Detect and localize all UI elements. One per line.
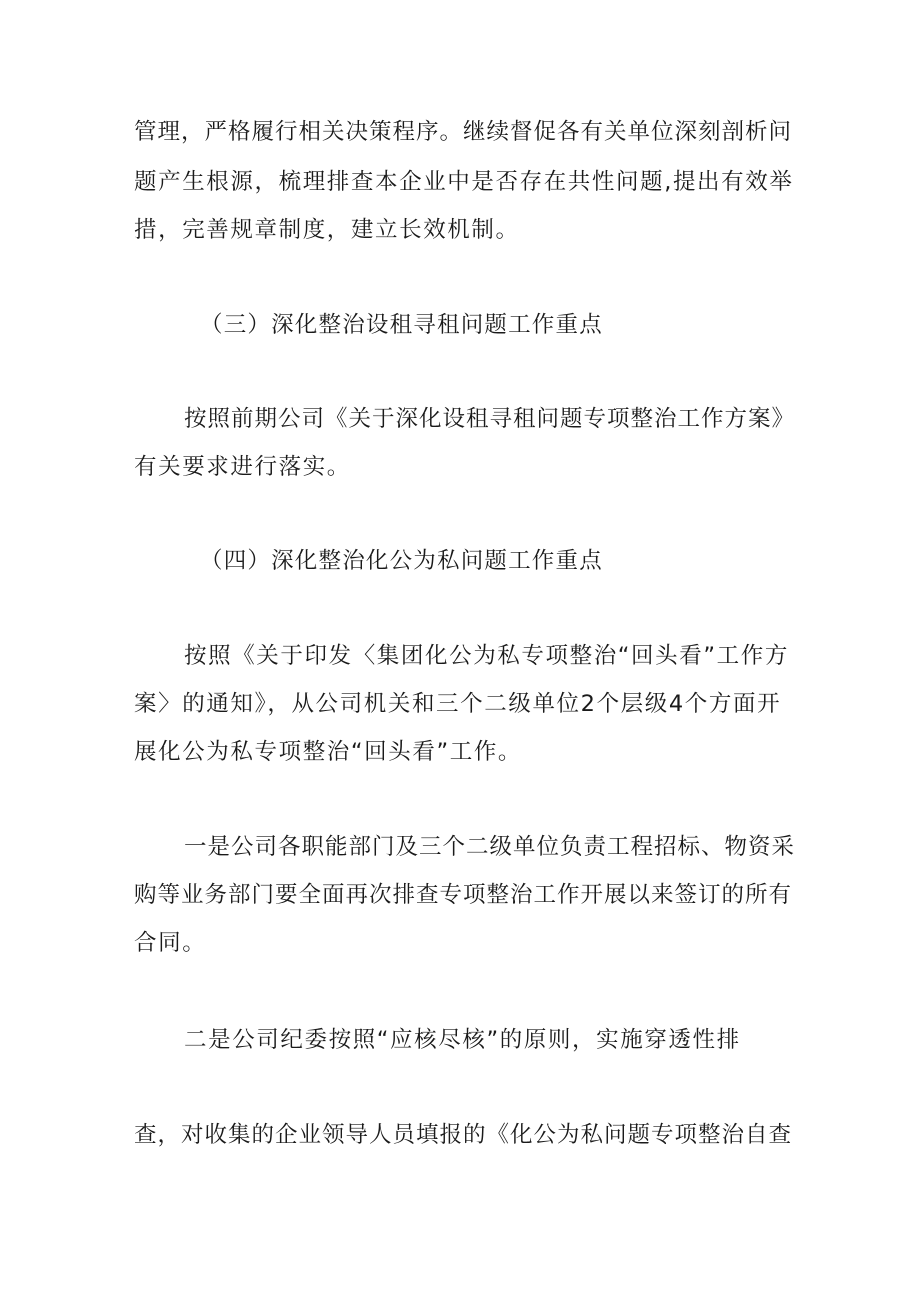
- paragraph-2-line-1: 按照前期公司《关于深化设租寻租问题专项整治工作方案》: [184, 406, 796, 432]
- paragraph-1-line-3: 措，完善规章制度，建立长效机制。: [134, 217, 520, 243]
- paragraph-5-line-1: 二是公司纪委按照“应核尽核”的原则，实施穿透性排: [184, 1027, 741, 1053]
- paragraph-3-line-1: 按照《关于印发〈集团化公为私专项整治“回头看”工作方: [184, 643, 789, 669]
- paragraph-5-line-2: 查，对收集的企业领导人员填报的《化公为私问题专项整治自查: [134, 1122, 793, 1148]
- paragraph-4-line-2: 购等业务部门要全面再次排查专项整治工作开展以来签订的所有: [134, 882, 793, 908]
- paragraph-1-line-1: 管理，严格履行相关决策程序。继续督促各有关单位深刻剖析问: [134, 119, 793, 145]
- paragraph-1-line-2: 题产生根源，梳理排查本企业中是否存在共性问题,提出有效举: [134, 169, 794, 195]
- paragraph-2-line-2: 有关要求进行落实。: [134, 454, 351, 480]
- section-heading-3: （三）深化整治设租寻租问题工作重点: [200, 312, 603, 338]
- section-heading-4: （四）深化整治化公为私问题工作重点: [200, 548, 603, 574]
- paragraph-3-line-2: 案〉的通知》，从公司机关和三个二级单位2个层级4个方面开: [134, 691, 782, 717]
- paragraph-3-line-3: 展化公为私专项整治“回头看”工作。: [134, 739, 523, 765]
- paragraph-4-line-3: 合同。: [134, 930, 207, 956]
- paragraph-4-line-1: 一是公司各职能部门及三个二级单位负责工程招标、物资采: [184, 834, 796, 860]
